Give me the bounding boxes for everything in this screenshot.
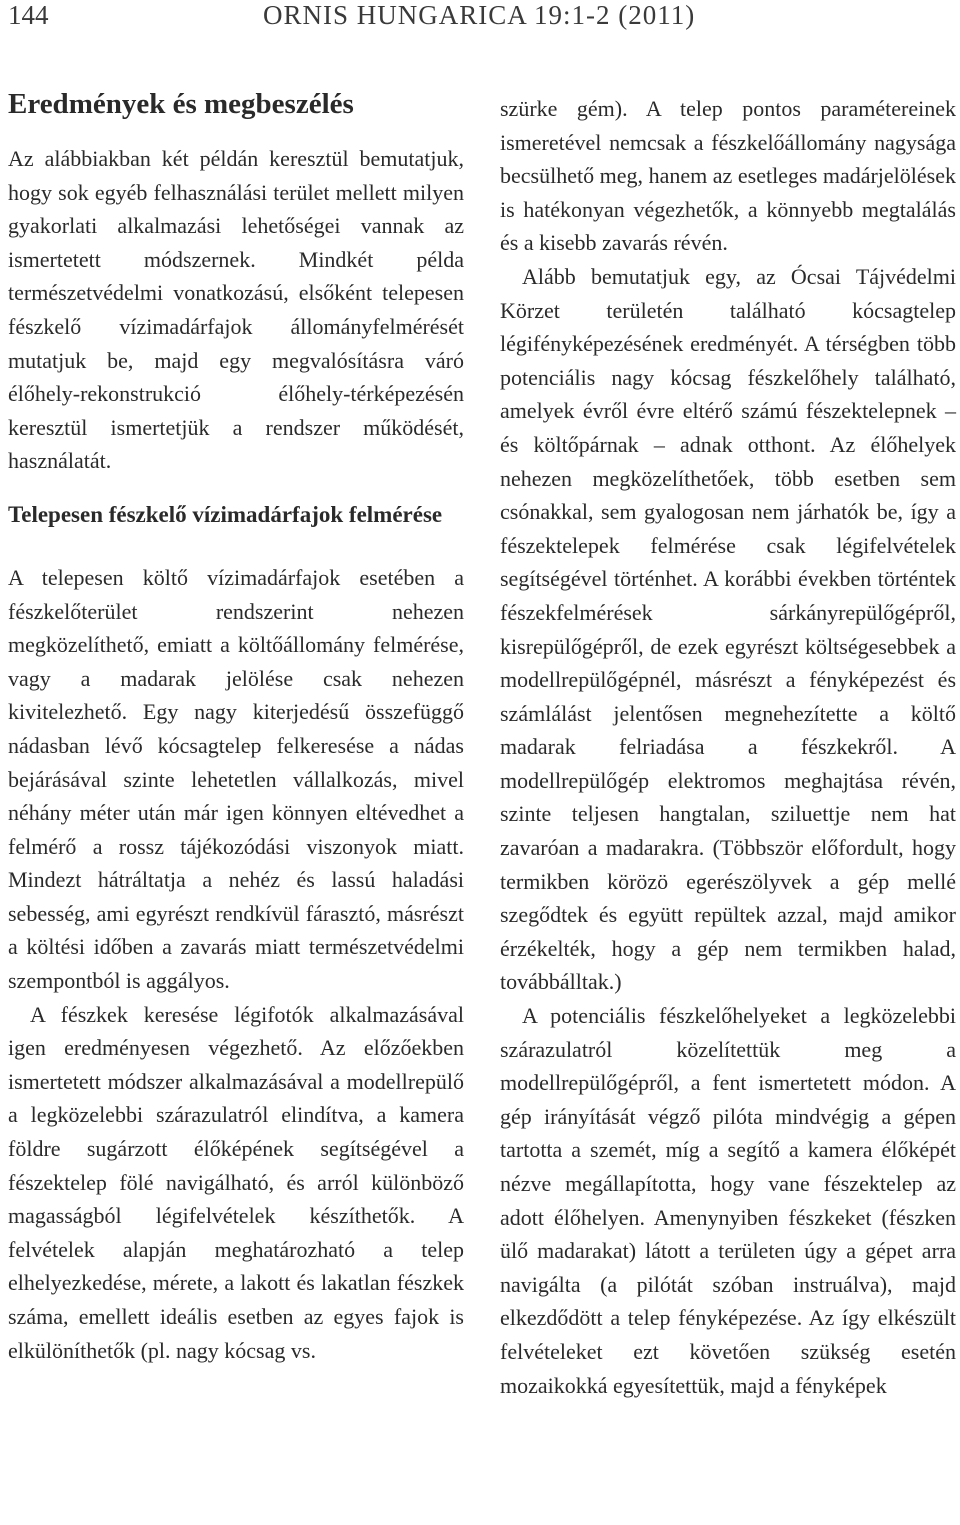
body-paragraph: A telepesen költő vízimadárfajok esetében a fészkelőterület rendszerint nehezen megközelíthető, emiatt a költőállomány felmérése, vagy a madarak jelölése csak nehezen kivitelezhető. Egy nagy kiterjedésű összefüggő nádasban lévő kócsagtelep felkeresése a nádas bejárásával szinte lehetetlen vállalkozás, mivel néhány méter után már igen könnyen eltévedhet a felmérő a rossz tájékozódási viszonyok miatt. Mindezt hátráltatja a nehéz és lassú haladási sebesség, ami egyrészt rendkívül fárasztó, másrészt a költési időben a zavarás miatt természetvédelmi szempontból is aggályos. (8, 564, 464, 994)
running-head (0, 0, 960, 30)
body-paragraph: szürke gém). A telep pontos paramétereinek ismeretével nemcsak a fészkelőállomány nagysága becsülhető meg, hanem az esetleges madárjelölések is hatékonyan végezhetők, a könnyebb megtalálás és a kisebb zavarás révén. (500, 96, 956, 256)
page-number: 144 (8, 0, 49, 30)
body-paragraph: A potenciális fészkelőhelyeket a legközelebbi szárazulatról közelítettük meg a modellrepülőgépről, a fent ismertetett módon. A gép irányítását végző pilóta mindvégig a gépen tartotta a szemét, míg a segítő a kamera élőképét nézve megállapította, hogy vane fészektelep az adott élőhelyen. Amenynyiben fészkeket (fészken ülő madarakat) látott a területen úgy a gépet arra navigálta (a pilótát szóban instruálva), majd elkezdődött a telep fényképezése. Az így elkészült felvételeket ezt követően szükség esetén mozaikokká egyesítettük, majd a fényképek (500, 1003, 956, 1398)
section-title: Eredmények és megbeszélés (8, 88, 354, 120)
right-column (500, 92, 956, 1402)
intro-paragraph: Az alábbiakban két példán keresztül bemutatjuk, hogy sok egyéb felhasználási terület mellett milyen gyakorlati alkalmazási lehetőségei vannak az ismertetett módszernek. Mindkét példa természetvédelmi vonatkozású, elsőként telepesen fészkelő vízimadárfajok állományfelmérését mutatjuk be, majd egy megvalósításra váró élőhely-rekonstrukció élőhely-térképezésén keresztül ismertetjük a rendszer működését, használatát. (8, 146, 464, 474)
left-column (8, 86, 464, 1367)
body-paragraph: Alább bemutatjuk egy, az Ócsai Tájvédelmi Körzet területén található kócsagtelep légifényképezésének eredményét. A térségben több potenciális nagy kócsag fészkelőhely található, amelyek évről évre eltérő számú fészektelepnek – és költőpárnak – adnak otthont. Az élőhelyek nehezen megközelíthetőek, több esetben sem csónakkal, sem gyalogosan nem járhatók be, így a fészektelepek felmérése csak légifelvételek segítségével történhet. A korábbi években történtek fészekfelmérések sárkányrepülőgépről, kisrepülőgépről, de ezek egyrészt költségesebbek a modellrepülőgépnél, másrészt a fényképezést és számlálást jelentősen megnehezítette a költő madarak felriadása a fészkekről. A modellrepülőgép elektromos meghajtása révén, szinte teljesen hangtalan, sziluettje nem hat zavaróan a madarakra. (Többször előfordult, hogy termikben körözö egerészölyvek a gép mellé szegődtek és együtt repültek azzal, majd amikor érzékelték, hogy a gép nem termikben halad, továbbálltak.) (500, 263, 956, 995)
journal-title: ORNIS HUNGARICA 19:1-2 (2011) (263, 0, 696, 30)
subsection-title: Telepesen fészkelő vízimadárfajok felmérése (8, 501, 443, 527)
body-paragraph: A fészkek keresése légifotók alkalmazásával igen eredményesen végezhető. Az előzőekben ismertetett módszer alkalmazásával a modellrepülő a legközelebbi szárazulatról elindítva, a kamera földre sugárzott élőképének segítségével a fészektelep fölé navigálható, és arról különböző magasságból légifelvételek készíthetők. A felvételek alapján meghatározható a telep elhelyezkedése, mérete, a lakott és lakatlan fészkek száma, emellett ideális esetben az egyes fajok is elkülöníthetők (pl. nagy kócsag vs. (8, 1001, 464, 1363)
